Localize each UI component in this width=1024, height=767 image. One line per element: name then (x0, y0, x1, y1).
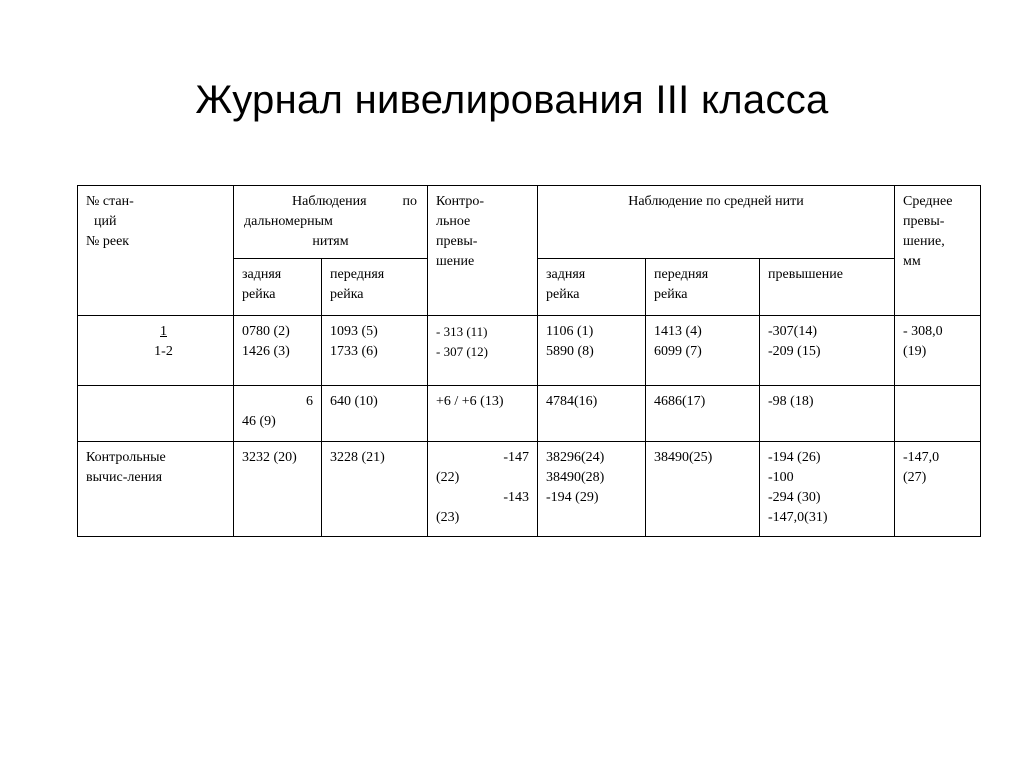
value: 1733 (6) (330, 344, 378, 359)
value: 1106 (1) (546, 324, 594, 339)
header-control-line: Контро- (436, 194, 485, 209)
header-control-line: превы- (436, 234, 478, 249)
value: 38490(28) (546, 470, 605, 485)
cell-mid-front: 38490(25) (646, 442, 760, 537)
header-range-front (322, 259, 428, 316)
header-range-line: нитям (312, 234, 349, 249)
page-title: Журнал нивелирования III класса (195, 78, 829, 122)
value: - 308,0 (903, 324, 943, 339)
value: -143 (503, 490, 529, 505)
value: - 313 (11) (436, 324, 488, 339)
cell-mean (895, 386, 981, 442)
value: -100 (768, 470, 794, 485)
value: (23) (436, 510, 460, 525)
header-range-line: дальномерным (244, 214, 333, 229)
cell-station (78, 316, 234, 386)
cell-mid-back (538, 442, 646, 537)
value: -147,0 (903, 450, 940, 465)
header-row-1 (78, 186, 981, 259)
header-mid-back-line: рейка (546, 287, 580, 302)
cell-mid-back: 4784(16) (538, 386, 646, 442)
header-station-line: ций (94, 214, 117, 229)
header-mean-line: превы- (903, 214, 945, 229)
header-station-line: № стан- (86, 194, 134, 209)
value: 1426 (3) (242, 344, 290, 359)
cell-mid-elevation (760, 442, 895, 537)
header-range-observations (234, 186, 428, 259)
header-control (428, 186, 538, 316)
table-row (78, 442, 981, 537)
cell-range-back (234, 316, 322, 386)
leveling-journal-table (77, 185, 981, 537)
value: (19) (903, 344, 927, 359)
header-mean-line: Среднее (903, 194, 953, 209)
value: -209 (15) (768, 344, 821, 359)
value: (22) (436, 470, 460, 485)
header-mean-line: шение, (903, 234, 945, 249)
header-station (78, 186, 234, 316)
header-mean (895, 186, 981, 316)
header-range-front-line: передняя (330, 267, 385, 282)
value: 1413 (4) (654, 324, 702, 339)
value: -147,0(31) (768, 510, 828, 525)
value: -294 (30) (768, 490, 821, 505)
header-station-line: № реек (86, 234, 130, 249)
header-middle-thread: Наблюдение по средней нити (538, 186, 895, 259)
cell-control (428, 442, 538, 537)
cell-station (78, 442, 234, 537)
cell-mid-front: 4686(17) (646, 386, 760, 442)
cell-range-front (322, 316, 428, 386)
header-mid-back-line: задняя (546, 267, 586, 282)
rail-pair: 1-2 (154, 344, 173, 359)
value: вычис-ления (86, 470, 163, 485)
cell-station (78, 386, 234, 442)
value: 38296(24) (546, 450, 605, 465)
value: -147 (503, 450, 529, 465)
value: 0780 (2) (242, 324, 290, 339)
header-range-front-line: рейка (330, 287, 364, 302)
cell-mid-elevation: -98 (18) (760, 386, 895, 442)
header-control-line: льное (436, 214, 471, 229)
header-mid-front (646, 259, 760, 316)
station-number: 1 (160, 324, 167, 339)
value: (27) (903, 470, 927, 485)
header-mid-front-line: передняя (654, 267, 709, 282)
cell-mid-back (538, 316, 646, 386)
cell-range-front: 3228 (21) (322, 442, 428, 537)
header-range-word: Наблюдения (292, 194, 367, 209)
cell-control: +6 / +6 (13) (428, 386, 538, 442)
header-mid-elevation: превышение (760, 259, 895, 316)
header-control-line: шение (436, 254, 475, 269)
header-range-back-line: задняя (242, 267, 282, 282)
cell-range-back: 3232 (20) (234, 442, 322, 537)
value: 6099 (7) (654, 344, 702, 359)
cell-range-front: 640 (10) (322, 386, 428, 442)
cell-mean (895, 442, 981, 537)
header-range-back-line: рейка (242, 287, 276, 302)
value: 1093 (5) (330, 324, 378, 339)
header-range-line (244, 192, 417, 212)
cell-mean (895, 316, 981, 386)
value: 46 (9) (242, 414, 276, 429)
cell-mid-front (646, 316, 760, 386)
value: -194 (26) (768, 450, 821, 465)
table-row (78, 316, 981, 386)
header-range-word: по (402, 194, 417, 209)
value: 5890 (8) (546, 344, 594, 359)
value: Контрольные (86, 450, 166, 465)
cell-range-back (234, 386, 322, 442)
table-row (78, 386, 981, 442)
header-mid-front-line: рейка (654, 287, 688, 302)
cell-mid-elevation (760, 316, 895, 386)
header-mid-back (538, 259, 646, 316)
header-range-back (234, 259, 322, 316)
cell-control (428, 316, 538, 386)
value: 6 (306, 394, 313, 409)
value: -194 (29) (546, 490, 599, 505)
value: - 307 (12) (436, 344, 488, 359)
header-mean-line: мм (903, 254, 921, 269)
value: -307(14) (768, 324, 817, 339)
